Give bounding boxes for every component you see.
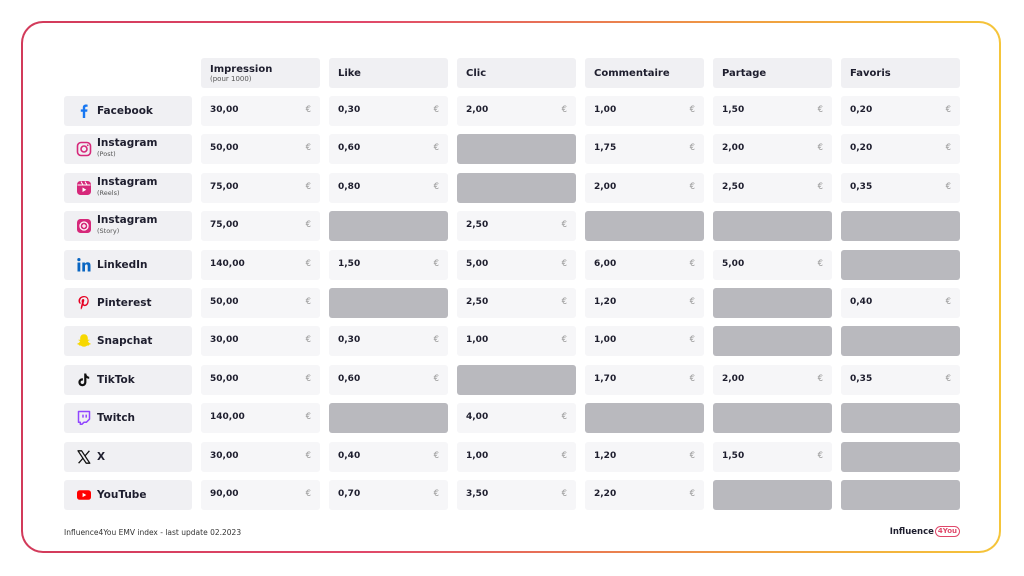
cell-value: 0,60	[338, 374, 361, 384]
column-header-label: Like	[338, 67, 361, 79]
platform-name: Pinterest	[97, 296, 152, 309]
platform-name: Instagram	[97, 176, 158, 188]
currency-symbol: €	[817, 105, 823, 115]
currency-symbol: €	[305, 259, 311, 269]
currency-symbol: €	[689, 259, 695, 269]
platform-note: (Post)	[97, 150, 116, 158]
value-cell	[201, 288, 320, 318]
cell-value: 6,00	[594, 259, 617, 269]
cell-value: 3,50	[466, 489, 489, 499]
currency-symbol: €	[945, 105, 951, 115]
column-header-partage	[713, 58, 832, 88]
brand-text: Influence	[889, 526, 934, 537]
cell-value: 0,40	[850, 297, 873, 307]
cell-value: 0,30	[338, 105, 361, 115]
currency-symbol: €	[305, 374, 311, 384]
cell-value: 1,20	[594, 297, 617, 307]
currency-symbol: €	[561, 220, 567, 230]
cell-value: 0,20	[850, 105, 873, 115]
currency-symbol: €	[945, 297, 951, 307]
unavailable-cell	[841, 403, 960, 433]
platform-name: Instagram	[97, 214, 158, 226]
instagram-icon	[76, 141, 92, 157]
instagram-reels-icon	[76, 180, 92, 196]
footer-note: Influence4You EMV index - last update 02.2023	[64, 528, 242, 537]
unavailable-cell	[841, 250, 960, 280]
value-cell	[841, 365, 960, 395]
unavailable-cell	[841, 442, 960, 472]
value-cell	[585, 442, 704, 472]
currency-symbol: €	[433, 182, 439, 192]
currency-symbol: €	[817, 259, 823, 269]
platform-name: YouTube	[97, 488, 147, 501]
currency-symbol: €	[689, 335, 695, 345]
facebook-icon	[76, 103, 92, 119]
value-cell	[585, 326, 704, 356]
cell-value: 1,50	[722, 451, 745, 461]
cell-value: 50,00	[210, 374, 239, 384]
column-header-favoris	[841, 58, 960, 88]
currency-symbol: €	[689, 143, 695, 153]
cell-value: 1,70	[594, 374, 617, 384]
value-cell	[841, 96, 960, 126]
currency-symbol: €	[305, 143, 311, 153]
value-cell	[201, 403, 320, 433]
unavailable-cell	[841, 480, 960, 510]
cell-value: 2,00	[722, 143, 745, 153]
platform-instagram-reels	[64, 173, 192, 203]
value-cell	[201, 173, 320, 203]
unavailable-cell	[713, 326, 832, 356]
cell-value: 0,40	[338, 451, 361, 461]
value-cell	[201, 211, 320, 241]
column-header-label: Commentaire	[594, 67, 670, 79]
cell-value: 0,60	[338, 143, 361, 153]
currency-symbol: €	[689, 489, 695, 499]
column-header-label: Impression	[210, 63, 273, 75]
currency-symbol: €	[817, 182, 823, 192]
currency-symbol: €	[817, 374, 823, 384]
platform-name: Instagram	[97, 137, 158, 149]
platform-name: LinkedIn	[97, 258, 148, 271]
column-header-like	[329, 58, 448, 88]
cell-value: 140,00	[210, 412, 245, 422]
unavailable-cell	[841, 211, 960, 241]
unavailable-cell	[457, 365, 576, 395]
value-cell	[329, 326, 448, 356]
value-cell	[329, 96, 448, 126]
currency-symbol: €	[561, 105, 567, 115]
currency-symbol: €	[561, 335, 567, 345]
cell-value: 0,70	[338, 489, 361, 499]
currency-symbol: €	[305, 451, 311, 461]
value-cell	[329, 173, 448, 203]
value-cell	[585, 96, 704, 126]
platform-note: (Story)	[97, 227, 120, 235]
column-header-sub: (pour 1000)	[210, 74, 252, 83]
cell-value: 1,00	[594, 335, 617, 345]
platform-name: X	[97, 450, 106, 463]
cell-value: 0,35	[850, 182, 873, 192]
value-cell	[713, 134, 832, 164]
currency-symbol: €	[689, 451, 695, 461]
value-cell	[329, 480, 448, 510]
cell-value: 0,35	[850, 374, 873, 384]
value-cell	[585, 365, 704, 395]
value-cell	[713, 250, 832, 280]
currency-symbol: €	[433, 489, 439, 499]
cell-value: 30,00	[210, 451, 239, 461]
twitch-icon	[76, 410, 92, 426]
cell-value: 0,80	[338, 182, 361, 192]
value-cell	[201, 96, 320, 126]
value-cell	[713, 173, 832, 203]
cell-value: 2,00	[722, 374, 745, 384]
platform-pinterest	[64, 288, 192, 318]
value-cell	[713, 442, 832, 472]
currency-symbol: €	[561, 259, 567, 269]
currency-symbol: €	[945, 374, 951, 384]
currency-symbol: €	[561, 412, 567, 422]
unavailable-cell	[329, 288, 448, 318]
cell-value: 1,50	[722, 105, 745, 115]
value-cell	[201, 326, 320, 356]
currency-symbol: €	[305, 297, 311, 307]
value-cell	[329, 134, 448, 164]
value-cell	[457, 326, 576, 356]
currency-symbol: €	[433, 259, 439, 269]
platform-label	[97, 177, 157, 199]
currency-symbol: €	[817, 451, 823, 461]
unavailable-cell	[585, 211, 704, 241]
brand-logo	[890, 526, 960, 537]
cell-value: 75,00	[210, 220, 239, 230]
cell-value: 1,50	[338, 259, 361, 269]
cell-value: 2,00	[466, 105, 489, 115]
snapchat-icon	[76, 333, 92, 349]
platform-label	[97, 298, 151, 309]
value-cell	[457, 288, 576, 318]
platform-label	[97, 413, 135, 424]
cell-value: 2,50	[466, 220, 489, 230]
currency-symbol: €	[817, 143, 823, 153]
value-cell	[329, 365, 448, 395]
unavailable-cell	[329, 403, 448, 433]
currency-symbol: €	[305, 335, 311, 345]
cell-value: 140,00	[210, 259, 245, 269]
platform-twitch	[64, 403, 192, 433]
platform-x	[64, 442, 192, 472]
cell-value: 90,00	[210, 489, 239, 499]
cell-value: 50,00	[210, 143, 239, 153]
platform-label	[97, 260, 148, 271]
cell-value: 5,00	[466, 259, 489, 269]
instagram-story-icon	[76, 218, 92, 234]
currency-symbol: €	[305, 412, 311, 422]
brand-pill: 4You	[935, 526, 960, 537]
column-header-clic	[457, 58, 576, 88]
currency-symbol: €	[945, 182, 951, 192]
value-cell	[201, 480, 320, 510]
cell-value: 5,00	[722, 259, 745, 269]
value-cell	[457, 211, 576, 241]
column-header-label: Clic	[466, 67, 487, 79]
unavailable-cell	[713, 480, 832, 510]
platform-name: TikTok	[97, 373, 135, 386]
currency-symbol: €	[945, 143, 951, 153]
cell-value: 2,50	[466, 297, 489, 307]
value-cell	[585, 173, 704, 203]
currency-symbol: €	[561, 451, 567, 461]
cell-value: 1,00	[466, 451, 489, 461]
unavailable-cell	[457, 173, 576, 203]
currency-symbol: €	[433, 105, 439, 115]
currency-symbol: €	[433, 451, 439, 461]
unavailable-cell	[585, 403, 704, 433]
unavailable-cell	[713, 288, 832, 318]
column-header-impression	[201, 58, 320, 88]
value-cell	[713, 96, 832, 126]
currency-symbol: €	[433, 374, 439, 384]
value-cell	[457, 96, 576, 126]
currency-symbol: €	[561, 297, 567, 307]
platform-instagram-post	[64, 134, 192, 164]
currency-symbol: €	[433, 335, 439, 345]
currency-symbol: €	[689, 374, 695, 384]
pinterest-icon	[76, 295, 92, 311]
value-cell	[329, 250, 448, 280]
cell-value: 2,20	[594, 489, 617, 499]
cell-value: 4,00	[466, 412, 489, 422]
cell-value: 1,20	[594, 451, 617, 461]
cell-value: 1,75	[594, 143, 617, 153]
cell-value: 30,00	[210, 335, 239, 345]
value-cell	[457, 442, 576, 472]
currency-symbol: €	[689, 182, 695, 192]
unavailable-cell	[713, 403, 832, 433]
value-cell	[457, 403, 576, 433]
platform-note: (Reels)	[97, 189, 120, 197]
cell-value: 2,50	[722, 182, 745, 192]
value-cell	[585, 250, 704, 280]
currency-symbol: €	[305, 220, 311, 230]
value-cell	[841, 288, 960, 318]
platform-linkedin	[64, 250, 192, 280]
platform-tiktok	[64, 365, 192, 395]
unavailable-cell	[713, 211, 832, 241]
platform-label	[97, 490, 146, 501]
platform-snapchat	[64, 326, 192, 356]
currency-symbol: €	[433, 143, 439, 153]
cell-value: 30,00	[210, 105, 239, 115]
platform-name: Facebook	[97, 104, 153, 117]
platform-instagram-story	[64, 211, 192, 241]
value-cell	[713, 365, 832, 395]
value-cell	[585, 134, 704, 164]
cell-value: 75,00	[210, 182, 239, 192]
value-cell	[585, 480, 704, 510]
platform-label	[97, 138, 157, 160]
value-cell	[201, 442, 320, 472]
platform-facebook	[64, 96, 192, 126]
youtube-icon	[76, 487, 92, 503]
tiktok-icon	[76, 372, 92, 388]
platform-name: Snapchat	[97, 334, 153, 347]
x-icon	[76, 449, 92, 465]
cell-value: 50,00	[210, 297, 239, 307]
currency-symbol: €	[561, 489, 567, 499]
value-cell	[201, 365, 320, 395]
platform-label	[97, 336, 152, 347]
unavailable-cell	[329, 211, 448, 241]
currency-symbol: €	[305, 105, 311, 115]
platform-label	[97, 106, 153, 117]
column-header-label: Favoris	[850, 67, 891, 79]
currency-symbol: €	[305, 489, 311, 499]
linkedin-icon	[76, 257, 92, 273]
cell-value: 0,30	[338, 335, 361, 345]
value-cell	[585, 288, 704, 318]
cell-value: 0,20	[850, 143, 873, 153]
platform-label	[97, 215, 157, 237]
platform-label	[97, 452, 105, 463]
platform-name: Twitch	[97, 411, 136, 424]
unavailable-cell	[841, 326, 960, 356]
platform-label	[97, 375, 135, 386]
currency-symbol: €	[689, 297, 695, 307]
value-cell	[841, 173, 960, 203]
unavailable-cell	[457, 134, 576, 164]
currency-symbol: €	[689, 105, 695, 115]
cell-value: 2,00	[594, 182, 617, 192]
column-header-label: Partage	[722, 67, 767, 79]
cell-value: 1,00	[466, 335, 489, 345]
value-cell	[841, 134, 960, 164]
platform-youtube	[64, 480, 192, 510]
value-cell	[201, 134, 320, 164]
value-cell	[457, 250, 576, 280]
value-cell	[457, 480, 576, 510]
currency-symbol: €	[305, 182, 311, 192]
value-cell	[329, 442, 448, 472]
column-header-commentaire	[585, 58, 704, 88]
value-cell	[201, 250, 320, 280]
cell-value: 1,00	[594, 105, 617, 115]
